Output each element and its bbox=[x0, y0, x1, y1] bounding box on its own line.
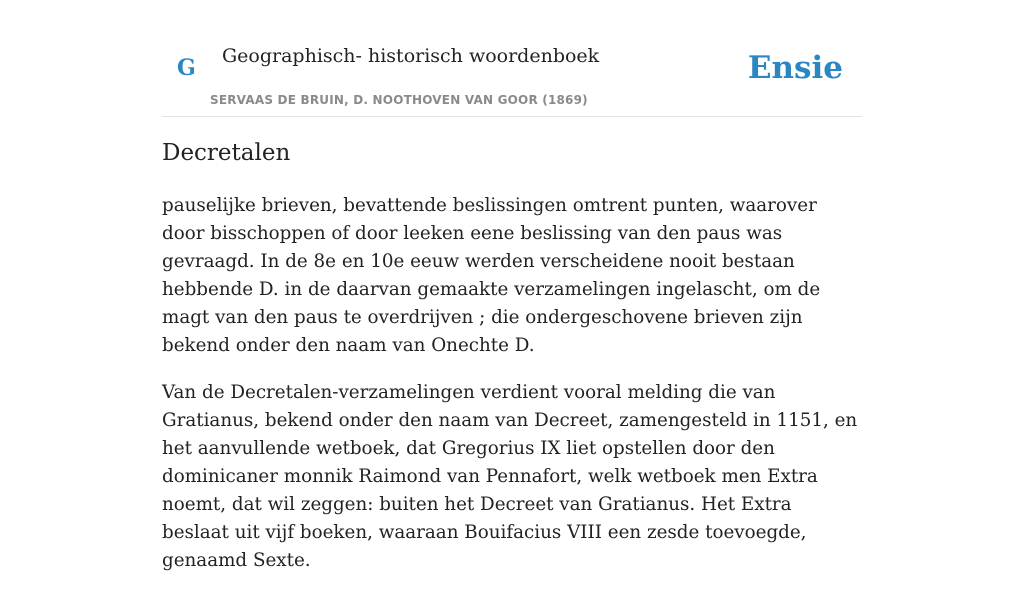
book-author: SERVAAS DE BRUIN, D. NOOTHOVEN VAN GOOR (1869) bbox=[210, 93, 588, 107]
article-paragraph: Van de Decretalen-verzamelingen verdient vooral melding die van Gratianus, bekend onder den naam van Decreet, zamengesteld in 1151, en het aanvullende wetboek, dat Gregorius IX liet opstellen door den dominicaner monnik Raimond van Pennafort, welk wetboek men Extra noemt, dat wil zeggen: buiten het Decreet van Gratianus. Het Extra beslaat uit vijf boeken, waaraan Bouifacius VIII een zesde toevoegde, genaamd Sexte. bbox=[162, 382, 858, 571]
book-title[interactable]: Geographisch- historisch woordenboek bbox=[222, 45, 600, 67]
article-paragraph: pauselijke brieven, bevattende beslissingen omtrent punten, waarover door bisschoppen of door leeken eene beslissing van den paus was gevraagd. In de 8e en 10e eeuw werden verscheidene nooit bestaan hebbende D. in de daarvan gemaakte verzamelingen ingelascht, om de magt van den paus te overdrijven ; die ondergeschovene brieven zijn bekend onder den naam van Onechte D. bbox=[162, 195, 821, 356]
header bbox=[162, 0, 862, 117]
article-title: Decretalen bbox=[162, 140, 291, 166]
ensie-logo[interactable]: Ensie bbox=[747, 50, 843, 86]
article-body bbox=[162, 192, 862, 594]
book-letter-logo[interactable]: G bbox=[177, 55, 196, 81]
